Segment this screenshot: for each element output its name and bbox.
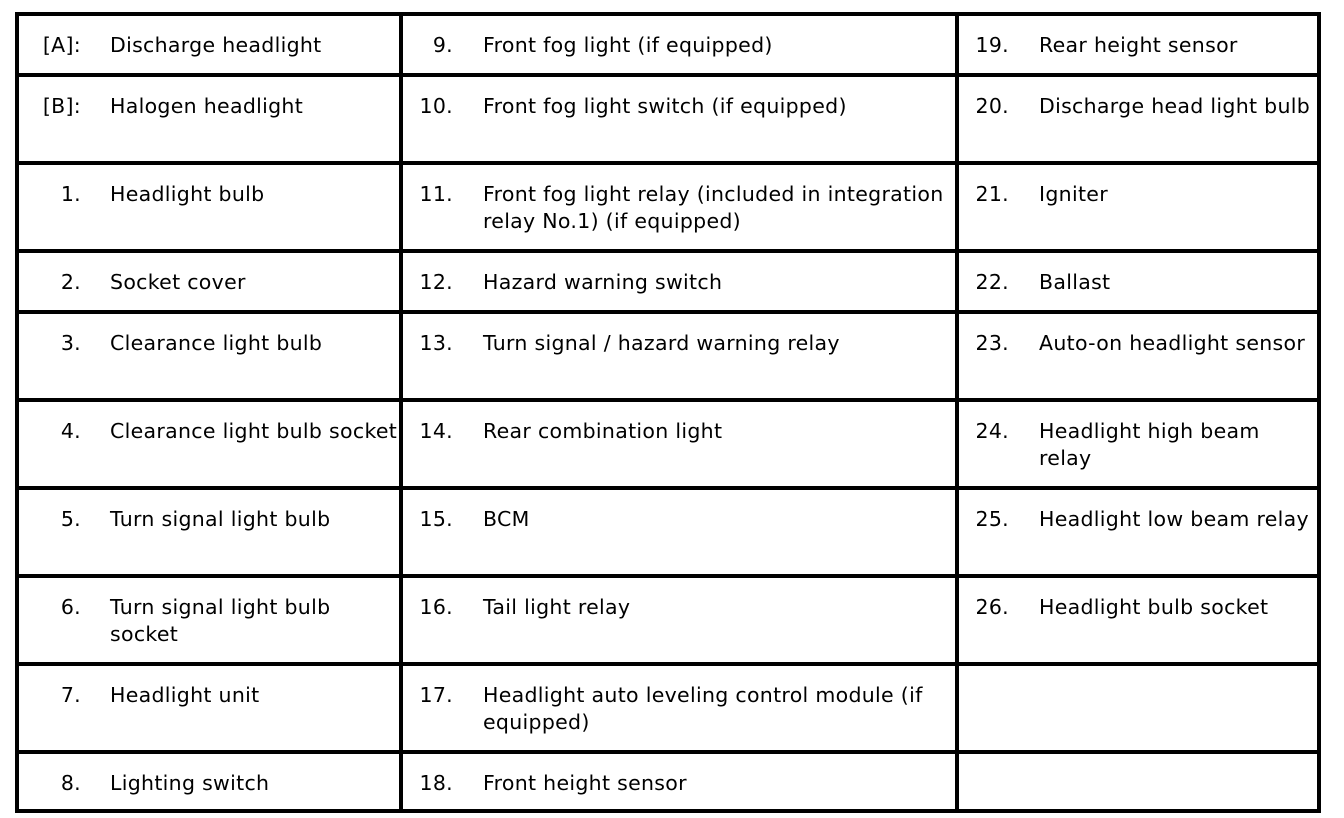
legend-cell bbox=[401, 75, 957, 163]
item-label: Headlight unit bbox=[110, 683, 260, 707]
legend-cell bbox=[401, 488, 957, 576]
item-label: Igniter bbox=[1039, 182, 1108, 206]
item-number: 9. bbox=[432, 33, 453, 57]
legend-cell bbox=[957, 576, 1319, 664]
item-number: [A]: bbox=[42, 33, 81, 57]
table-row bbox=[17, 312, 1319, 400]
item-number: 2. bbox=[60, 270, 81, 294]
legend-cell bbox=[957, 75, 1319, 163]
item-label: Front fog light relay (included in integration relay No.1) (if equipped) bbox=[483, 182, 944, 233]
legend-cell bbox=[401, 752, 957, 811]
table-row bbox=[17, 576, 1319, 664]
item-number: 7. bbox=[60, 683, 81, 707]
legend-cell bbox=[957, 251, 1319, 312]
item-number: 26. bbox=[975, 595, 1009, 619]
item-label: Headlight low beam relay bbox=[1039, 507, 1309, 531]
legend-cell bbox=[401, 312, 957, 400]
legend-cell bbox=[17, 488, 401, 576]
legend-cell-empty bbox=[957, 664, 1319, 752]
legend-cell bbox=[17, 400, 401, 488]
table-row bbox=[17, 664, 1319, 752]
legend-cell bbox=[957, 400, 1319, 488]
table-row bbox=[17, 251, 1319, 312]
item-label: Turn signal light bulb socket bbox=[110, 595, 331, 646]
item-number: 21. bbox=[975, 182, 1009, 206]
item-number: 5. bbox=[60, 507, 81, 531]
table-row bbox=[17, 488, 1319, 576]
legend-cell bbox=[401, 163, 957, 251]
item-label: Front height sensor bbox=[483, 771, 687, 795]
legend-cell-empty bbox=[957, 752, 1319, 811]
item-number: 18. bbox=[419, 771, 453, 795]
legend-cell bbox=[17, 664, 401, 752]
table-row bbox=[17, 14, 1319, 75]
item-label: Headlight high beam relay bbox=[1039, 419, 1260, 470]
item-label: Hazard warning switch bbox=[483, 270, 723, 294]
item-label: Headlight bulb socket bbox=[1039, 595, 1269, 619]
legend-cell bbox=[401, 251, 957, 312]
item-label: Front fog light (if equipped) bbox=[483, 33, 773, 57]
item-number: 14. bbox=[419, 419, 453, 443]
item-number: 12. bbox=[419, 270, 453, 294]
item-number: 15. bbox=[419, 507, 453, 531]
item-number: 17. bbox=[419, 683, 453, 707]
legend-cell bbox=[957, 488, 1319, 576]
legend-cell bbox=[17, 163, 401, 251]
item-number: 13. bbox=[419, 331, 453, 355]
item-number: 22. bbox=[975, 270, 1009, 294]
table-row bbox=[17, 400, 1319, 488]
component-legend-table bbox=[15, 12, 1321, 813]
table-row bbox=[17, 75, 1319, 163]
item-label: Lighting switch bbox=[110, 771, 270, 795]
legend-cell bbox=[401, 400, 957, 488]
item-label: Auto-on headlight sensor bbox=[1039, 331, 1306, 355]
legend-cell bbox=[17, 75, 401, 163]
item-number: 24. bbox=[975, 419, 1009, 443]
item-number: 23. bbox=[975, 331, 1009, 355]
item-number: 3. bbox=[60, 331, 81, 355]
item-label: Tail light relay bbox=[483, 595, 631, 619]
legend-cell bbox=[957, 14, 1319, 75]
item-label: Socket cover bbox=[110, 270, 246, 294]
item-label: Clearance light bulb socket bbox=[110, 419, 398, 443]
item-label: Clearance light bulb bbox=[110, 331, 323, 355]
legend-cell bbox=[957, 312, 1319, 400]
item-label: Halogen headlight bbox=[110, 94, 304, 118]
item-number: 11. bbox=[419, 182, 453, 206]
item-label: Rear height sensor bbox=[1039, 33, 1238, 57]
item-number: 10. bbox=[419, 94, 453, 118]
item-number: 4. bbox=[60, 419, 81, 443]
item-label: BCM bbox=[483, 507, 530, 531]
item-number: 8. bbox=[60, 771, 81, 795]
legend-cell bbox=[17, 752, 401, 811]
legend-cell bbox=[17, 251, 401, 312]
item-label: Discharge head light bulb bbox=[1039, 94, 1311, 118]
item-label: Headlight bulb bbox=[110, 182, 265, 206]
table-row bbox=[17, 163, 1319, 251]
item-number: 20. bbox=[975, 94, 1009, 118]
item-number: 16. bbox=[419, 595, 453, 619]
legend-cell bbox=[17, 14, 401, 75]
item-number: 1. bbox=[60, 182, 81, 206]
legend-cell bbox=[17, 576, 401, 664]
table-row bbox=[17, 752, 1319, 811]
item-label: Front fog light switch (if equipped) bbox=[483, 94, 847, 118]
legend-cell bbox=[401, 664, 957, 752]
legend-cell bbox=[17, 312, 401, 400]
item-label: Headlight auto leveling control module (if equipped) bbox=[483, 683, 923, 734]
legend-cell bbox=[401, 14, 957, 75]
item-label: Rear combination light bbox=[483, 419, 723, 443]
item-number: 19. bbox=[975, 33, 1009, 57]
item-number: [B]: bbox=[42, 94, 81, 118]
item-label: Ballast bbox=[1039, 270, 1111, 294]
legend-cell bbox=[401, 576, 957, 664]
item-number: 6. bbox=[60, 595, 81, 619]
item-number: 25. bbox=[975, 507, 1009, 531]
legend-cell bbox=[957, 163, 1319, 251]
item-label: Discharge headlight bbox=[110, 33, 322, 57]
item-label: Turn signal / hazard warning relay bbox=[483, 331, 840, 355]
item-label: Turn signal light bulb bbox=[110, 507, 331, 531]
